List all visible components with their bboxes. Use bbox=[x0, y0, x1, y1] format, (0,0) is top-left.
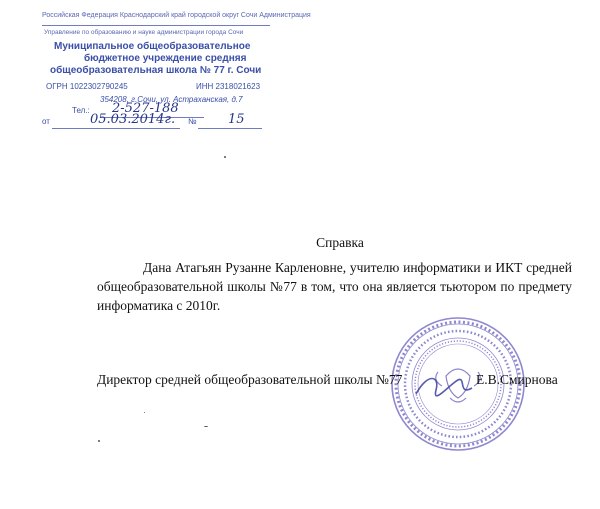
document-body bbox=[97, 258, 572, 315]
signature-name: Е.В.Смирнова bbox=[476, 372, 558, 387]
body-text: Дана Атагьян Рузанне Карленовне, учителю информатики и ИКТ средней общеобразовательной школы №77 в том, что она является тьютором по предмету информатика с 2010г. bbox=[97, 260, 572, 313]
stamp-tel-value: 2-527-188 bbox=[112, 101, 179, 116]
stamp-org-line-2: бюджетное учреждение средняя bbox=[84, 53, 247, 64]
speck bbox=[204, 426, 208, 427]
stamp-inn: ИНН 2318021623 bbox=[196, 82, 261, 91]
stamp-org-line-3: общеобразовательная школа № 77 г. Сочи bbox=[50, 65, 262, 76]
stamp-number-label: № bbox=[188, 117, 197, 126]
stamp-number-value: 15 bbox=[228, 112, 245, 127]
stamp-date-value: 05.03.2014г. bbox=[90, 112, 176, 127]
stamp-divider bbox=[42, 25, 270, 26]
speck bbox=[224, 156, 226, 158]
stamp-department: Управление по образованию и науке администрации города Сочи bbox=[44, 29, 244, 36]
date-underline bbox=[52, 128, 180, 129]
document-title: Справка bbox=[316, 235, 364, 250]
speck bbox=[98, 440, 100, 442]
stamp-address: 354208, г.Сочи, ул. Астраханская, д.7 bbox=[100, 95, 243, 104]
signature-line bbox=[97, 372, 577, 388]
stamp-org-line-1: Муниципальное общеобразовательное bbox=[54, 41, 251, 52]
stamp-date-prefix: от bbox=[42, 117, 50, 126]
letterhead-stamp bbox=[38, 10, 311, 130]
stamp-ogrn: ОГРН 1022302790245 bbox=[46, 82, 128, 91]
stamp-region: Российская Федерация Краснодарский край городской округ Сочи Администрация bbox=[42, 12, 311, 19]
stamp-tel-label: Тел.: bbox=[72, 106, 90, 115]
signature-position: Директор средней общеобразовательной школы №77 bbox=[97, 372, 403, 387]
speck bbox=[144, 412, 145, 413]
number-underline bbox=[198, 128, 262, 129]
